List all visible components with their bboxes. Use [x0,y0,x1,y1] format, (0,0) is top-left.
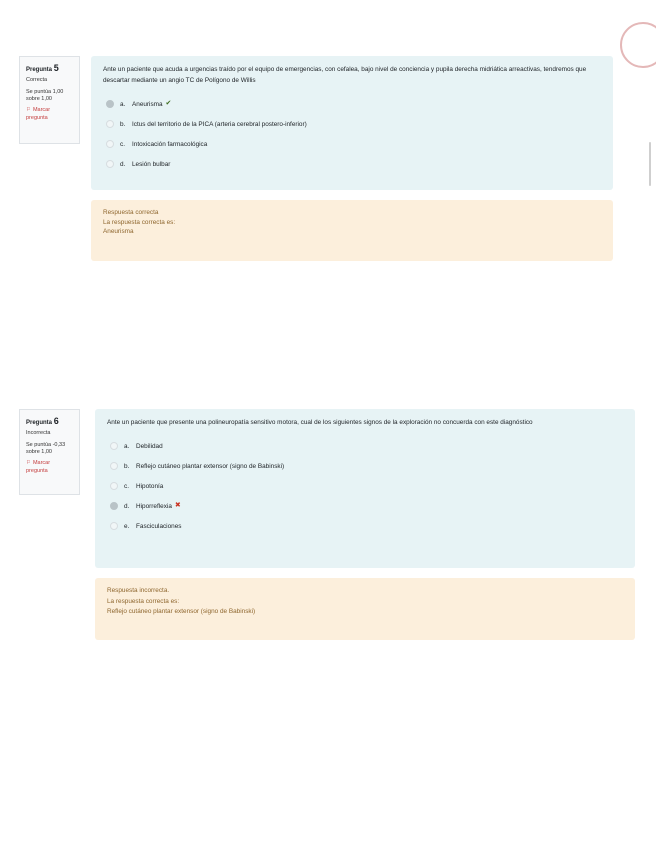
answer-radio[interactable] [110,462,118,470]
question-number: 5 [53,63,59,73]
answer-letter: b. [120,120,126,128]
answer-radio[interactable] [110,522,118,530]
feedback-result: Respuesta correcta [103,209,159,216]
feedback-right-answer: Reflejo cutáneo plantar extensor (signo de Babinski) [107,607,256,615]
question-text: Ante un paciente que acuda a urgencias traído por el equipo de emergencias, con cefalea, bajo nivel de conciencia y pupila derecha midriática arreactivas, tendremos que descartar mediante un angio TC de Polígono de Willis [103,66,587,85]
answer-list [107,436,623,536]
question-state: Incorrecta [26,430,51,437]
answer-option-c[interactable] [103,134,601,154]
answer-radio[interactable] [106,160,114,168]
answer-text: Reflejo cutáneo plantar extensor (signo de Babinski) [136,462,285,470]
question-state: Correcta [26,77,48,84]
scrollbar-thumb[interactable] [649,142,651,186]
flag-question-link[interactable] [26,107,73,122]
answer-text: Aneurisma [132,100,163,108]
answer-radio[interactable] [110,442,118,450]
answer-radio[interactable] [106,100,114,108]
answer-letter: d. [120,160,126,168]
answer-text: Hiporreflexia [136,502,172,510]
question-number-line [26,62,73,74]
flag-label: Marcar pregunta [26,107,51,121]
cross-icon: ✖ [174,502,181,510]
answer-option-b[interactable] [107,456,623,476]
answer-letter: c. [120,140,125,148]
answer-text: Hipotonía [136,482,164,490]
answer-radio[interactable] [110,502,118,510]
flag-question-link[interactable] [26,460,73,475]
answer-text: Intoxicación farmacológica [132,140,208,148]
check-icon: ✔ [165,100,172,108]
answer-text: Ictus del territorio de la PICA (arteria cerebral postero-inferior) [132,120,307,128]
question-6-feedback [95,578,635,640]
answer-option-d[interactable] [103,154,601,174]
answer-option-a[interactable] [107,436,623,456]
question-number-line [26,415,73,427]
answer-option-d[interactable] [107,496,623,516]
question-5-formulation [91,56,613,190]
answer-text: Fasciculaciones [136,522,182,530]
answer-radio[interactable] [110,482,118,490]
page-corner-indicator [620,22,656,68]
answer-letter: b. [124,462,130,470]
answer-radio[interactable] [106,120,114,128]
feedback-result: Respuesta incorrecta. [107,587,170,594]
flag-icon: ⚐ [26,107,31,114]
answer-letter: a. [124,442,130,450]
flag-icon: ⚐ [26,460,31,467]
answer-list [103,94,601,174]
question-number: 6 [53,416,59,426]
feedback-right-label: La respuesta correcta es: [103,219,176,227]
question-text: Ante un paciente que presente una polineuropatía sensitivo motora, cual de los siguientes signos de la exploración no concuerda con este diagnóstico [107,419,533,426]
flag-label: Marcar pregunta [26,460,51,474]
feedback-right-label: La respuesta correcta es: [107,598,180,606]
question-6-info [19,409,80,495]
feedback-right-answer: Aneurisma [103,227,134,235]
answer-letter: a. [120,100,126,108]
answer-option-b[interactable] [103,114,601,134]
question-label: Pregunta [26,420,53,426]
answer-letter: d. [124,502,130,510]
question-grade: Se puntúa 1,00 sobre 1,00 [26,88,64,102]
answer-text: Lesión bulbar [132,160,171,168]
answer-radio[interactable] [106,140,114,148]
answer-letter: c. [124,482,129,490]
answer-option-e[interactable] [107,516,623,536]
answer-option-a[interactable] [103,94,601,114]
question-5-feedback [91,200,613,261]
question-grade: Se puntúa -0,33 sobre 1,00 [26,441,66,455]
answer-text: Debilidad [136,442,163,450]
answer-option-c[interactable] [107,476,623,496]
question-5-info [19,56,80,144]
answer-letter: e. [124,522,130,530]
question-6-formulation [95,409,635,568]
question-label: Pregunta [26,67,53,73]
